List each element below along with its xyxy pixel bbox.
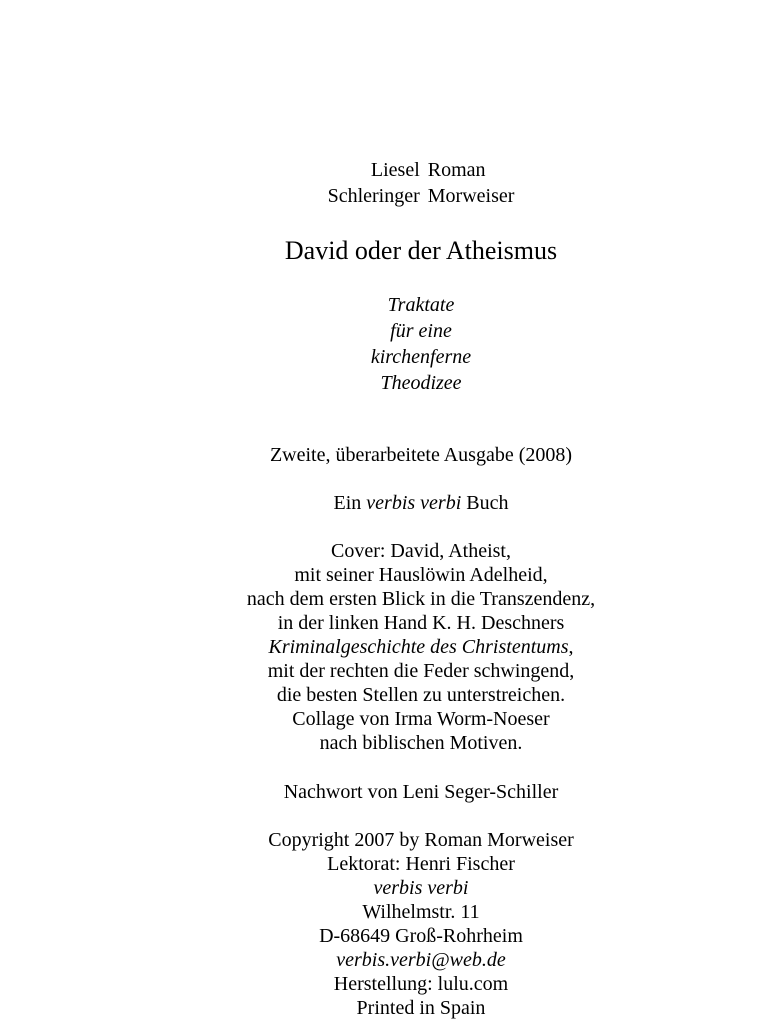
imprint-copyright: Copyright 2007 by Roman Morweiser bbox=[268, 829, 574, 851]
cover-line-8: nach biblischen Motiven. bbox=[319, 732, 523, 754]
cover-line-5: mit der rechten die Feder schwingend, bbox=[267, 660, 575, 682]
imprint-lektorat: Lektorat: Henri Fischer bbox=[327, 853, 515, 875]
imprint-printed: Printed in Spain bbox=[356, 997, 486, 1019]
publisher-line-prefix: Ein bbox=[333, 492, 362, 514]
cover-line-6: die besten Stellen zu unterstreichen. bbox=[276, 684, 566, 706]
edition-note: Zweite, überarbeitete Ausgabe (2008) bbox=[269, 444, 573, 466]
cover-book-title-line bbox=[0, 635, 768, 659]
publisher-line bbox=[0, 491, 768, 515]
imprint bbox=[0, 828, 768, 1020]
imprint-publisher: verbis verbi bbox=[373, 877, 469, 899]
subtitle-line-2: für eine bbox=[390, 320, 452, 342]
cover-description bbox=[0, 539, 768, 755]
cover-book-title: Kriminalgeschichte des Christentums bbox=[268, 636, 569, 658]
subtitle-line-1: Traktate bbox=[387, 294, 455, 316]
imprint-herstellung: Herstellung: lulu.com bbox=[333, 973, 509, 995]
authors bbox=[0, 157, 768, 209]
author-last-name-1: Roman bbox=[427, 159, 486, 181]
imprint-email: verbis.verbi@web.de bbox=[336, 949, 506, 971]
cover-line-7: Collage von Irma Worm-Noeser bbox=[292, 708, 550, 730]
author-last-names bbox=[428, 157, 515, 209]
nachwort-credit: Nachwort von Leni Seger-Schiller bbox=[283, 781, 559, 803]
author-last-name-2: Morweiser bbox=[427, 185, 515, 207]
subtitle-line-3: kirchenferne bbox=[370, 346, 472, 368]
book-subtitle bbox=[0, 292, 768, 396]
cover-line-4: in der linken Hand K. H. Deschners bbox=[277, 612, 565, 634]
cover-line-1: Cover: David, Atheist, bbox=[331, 540, 511, 562]
cover-book-title-suffix: , bbox=[568, 636, 574, 658]
book-title: David oder der Atheismus bbox=[284, 236, 558, 265]
cover-line-2: mit seiner Hauslöwin Adelheid, bbox=[294, 564, 548, 586]
publisher-line-brand: verbis verbi bbox=[366, 492, 462, 514]
publisher-line-suffix: Buch bbox=[466, 492, 509, 514]
author-first-name-1: Liesel bbox=[370, 159, 420, 181]
subtitle-line-4: Theodizee bbox=[380, 372, 462, 394]
author-first-name-2: Schleringer bbox=[327, 185, 420, 207]
cover-line-3: nach dem ersten Blick in die Transzendenz, bbox=[246, 588, 596, 610]
author-first-names bbox=[328, 157, 428, 209]
imprint-city: D-68649 Groß-Rohrheim bbox=[319, 925, 523, 947]
imprint-street: Wilhelmstr. 11 bbox=[362, 901, 480, 923]
